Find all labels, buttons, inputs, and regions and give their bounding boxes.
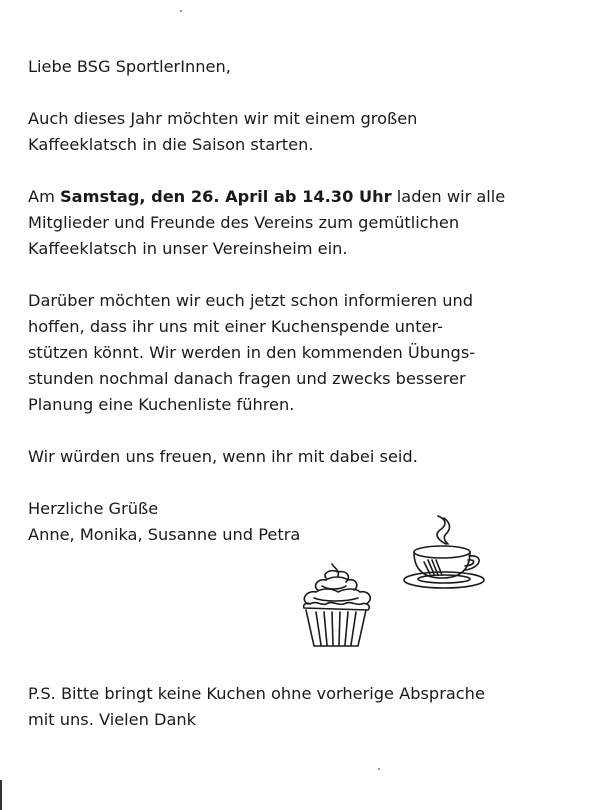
text-line: stunden nochmal danach fragen und zwecks besserer xyxy=(28,369,466,388)
closing-line: Herzliche Grüße xyxy=(28,499,159,518)
text-fragment: Am xyxy=(28,187,60,206)
greeting-line: Liebe BSG SportlerInnen, xyxy=(28,57,231,76)
letter-body xyxy=(28,54,568,548)
coffee-cup-icon xyxy=(402,514,492,592)
text-fragment: laden wir alle xyxy=(391,187,506,206)
cupcake-icon xyxy=(296,560,376,650)
text-line: Planung eine Kuchenliste führen. xyxy=(28,395,295,414)
text-line: Darüber möchten wir euch jetzt schon informieren und xyxy=(28,291,474,310)
text-line-date xyxy=(28,184,568,210)
scan-speck xyxy=(180,10,182,12)
text-line: Kaffeeklatsch in die Saison starten. xyxy=(28,135,314,154)
postscript xyxy=(28,681,568,733)
greeting xyxy=(28,54,568,80)
paragraph-closing-wish xyxy=(28,444,568,470)
text-line: Kaffeeklatsch in unser Vereinsheim ein. xyxy=(28,239,348,258)
paragraph-info xyxy=(28,288,568,418)
text-line: Auch dieses Jahr möchten wir mit einem großen xyxy=(28,109,418,128)
scan-speck xyxy=(378,768,380,770)
text-line: hoffen, dass ihr uns mit einer Kuchenspende unter- xyxy=(28,317,443,336)
paragraph-date xyxy=(28,184,568,262)
text-line: Mitglieder und Freunde des Vereins zum gemütlichen xyxy=(28,213,460,232)
signature-line: Anne, Monika, Susanne und Petra xyxy=(28,525,301,544)
event-date-time: Samstag, den 26. April ab 14.30 Uhr xyxy=(60,187,392,206)
paragraph-intro xyxy=(28,106,568,158)
scan-edge-mark xyxy=(0,780,2,810)
postscript-line: mit uns. Vielen Dank xyxy=(28,710,197,729)
text-line: stützen könnt. Wir werden in den kommenden Übungs- xyxy=(28,343,476,362)
postscript-line: P.S. Bitte bringt keine Kuchen ohne vorherige Absprache xyxy=(28,684,485,703)
text-line: Wir würden uns freuen, wenn ihr mit dabei seid. xyxy=(28,447,418,466)
